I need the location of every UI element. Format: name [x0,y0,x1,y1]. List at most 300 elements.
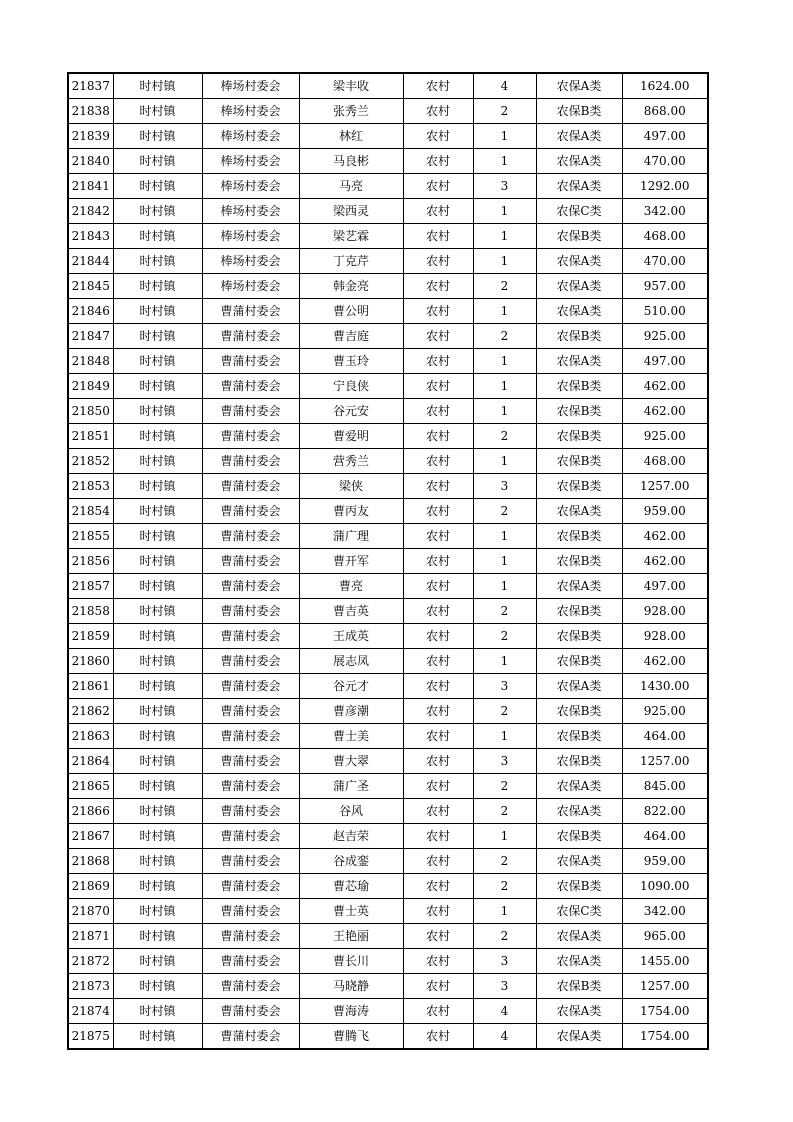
table-row [68,524,708,549]
name-cell: 曹海涛 [299,999,403,1024]
name-cell: 曹腾飞 [299,1024,403,1050]
town-cell: 时村镇 [113,824,202,849]
insurance-category-cell: 农保B类 [536,749,622,774]
table-row [68,774,708,799]
record-id-cell: 21840 [68,149,113,174]
town-cell: 时村镇 [113,899,202,924]
village-committee-cell: 曹蒲村委会 [202,799,299,824]
table-row [68,599,708,624]
insurance-category-cell: 农保A类 [536,73,622,99]
table-row [68,349,708,374]
table-row [68,174,708,199]
table-row [68,324,708,349]
town-cell: 时村镇 [113,149,202,174]
town-cell: 时村镇 [113,974,202,999]
table-row [68,99,708,124]
town-cell: 时村镇 [113,549,202,574]
household-size-cell: 2 [473,849,536,874]
town-cell: 时村镇 [113,249,202,274]
table-row [68,224,708,249]
area-type-cell: 农村 [403,324,473,349]
village-committee-cell: 棒场村委会 [202,73,299,99]
amount-cell: 464.00 [622,824,708,849]
table-row [68,199,708,224]
table-row [68,949,708,974]
area-type-cell: 农村 [403,549,473,574]
household-size-cell: 2 [473,274,536,299]
town-cell: 时村镇 [113,299,202,324]
town-cell: 时村镇 [113,174,202,199]
record-id-cell: 21874 [68,999,113,1024]
name-cell: 曹丙友 [299,499,403,524]
table-row [68,624,708,649]
record-id-cell: 21870 [68,899,113,924]
insurance-category-cell: 农保B类 [536,224,622,249]
name-cell: 展志凤 [299,649,403,674]
table-row [68,73,708,99]
record-id-cell: 21871 [68,924,113,949]
name-cell: 林红 [299,124,403,149]
area-type-cell: 农村 [403,849,473,874]
table-row [68,124,708,149]
household-size-cell: 1 [473,349,536,374]
record-id-cell: 21860 [68,649,113,674]
village-committee-cell: 曹蒲村委会 [202,774,299,799]
name-cell: 曹长川 [299,949,403,974]
area-type-cell: 农村 [403,724,473,749]
town-cell: 时村镇 [113,599,202,624]
household-size-cell: 2 [473,774,536,799]
village-committee-cell: 棒场村委会 [202,174,299,199]
household-size-cell: 1 [473,299,536,324]
amount-cell: 1430.00 [622,674,708,699]
insurance-category-cell: 农保A类 [536,349,622,374]
area-type-cell: 农村 [403,649,473,674]
town-cell: 时村镇 [113,699,202,724]
table-row [68,1024,708,1050]
area-type-cell: 农村 [403,499,473,524]
insurance-category-cell: 农保B类 [536,649,622,674]
town-cell: 时村镇 [113,399,202,424]
amount-cell: 925.00 [622,324,708,349]
town-cell: 时村镇 [113,1024,202,1050]
insurance-category-cell: 农保A类 [536,949,622,974]
household-size-cell: 1 [473,249,536,274]
household-size-cell: 1 [473,574,536,599]
amount-cell: 928.00 [622,599,708,624]
name-cell: 马良彬 [299,149,403,174]
table-body [68,73,708,1049]
household-size-cell: 2 [473,499,536,524]
household-size-cell: 1 [473,149,536,174]
name-cell: 曹大翠 [299,749,403,774]
village-committee-cell: 曹蒲村委会 [202,449,299,474]
record-id-cell: 21846 [68,299,113,324]
village-committee-cell: 曹蒲村委会 [202,899,299,924]
table-row [68,849,708,874]
household-size-cell: 1 [473,724,536,749]
insurance-category-cell: 农保A类 [536,499,622,524]
insurance-category-cell: 农保A类 [536,674,622,699]
table-row [68,999,708,1024]
area-type-cell: 农村 [403,574,473,599]
name-cell: 丁克芹 [299,249,403,274]
village-committee-cell: 曹蒲村委会 [202,374,299,399]
name-cell: 王艳丽 [299,924,403,949]
area-type-cell: 农村 [403,899,473,924]
household-size-cell: 1 [473,449,536,474]
amount-cell: 965.00 [622,924,708,949]
record-id-cell: 21868 [68,849,113,874]
name-cell: 宁良侠 [299,374,403,399]
record-id-cell: 21864 [68,749,113,774]
table-row [68,874,708,899]
area-type-cell: 农村 [403,224,473,249]
area-type-cell: 农村 [403,299,473,324]
name-cell: 曹吉英 [299,599,403,624]
name-cell: 曹亮 [299,574,403,599]
household-size-cell: 2 [473,324,536,349]
amount-cell: 868.00 [622,99,708,124]
insurance-category-cell: 农保B类 [536,974,622,999]
insurance-category-cell: 农保A类 [536,574,622,599]
household-size-cell: 3 [473,749,536,774]
amount-cell: 510.00 [622,299,708,324]
area-type-cell: 农村 [403,174,473,199]
insurance-category-cell: 农保A类 [536,849,622,874]
village-committee-cell: 曹蒲村委会 [202,924,299,949]
record-id-cell: 21867 [68,824,113,849]
area-type-cell: 农村 [403,349,473,374]
amount-cell: 470.00 [622,149,708,174]
insurance-category-cell: 农保B类 [536,99,622,124]
area-type-cell: 农村 [403,999,473,1024]
village-committee-cell: 曹蒲村委会 [202,574,299,599]
name-cell: 张秀兰 [299,99,403,124]
area-type-cell: 农村 [403,424,473,449]
amount-cell: 925.00 [622,699,708,724]
area-type-cell: 农村 [403,124,473,149]
record-id-cell: 21852 [68,449,113,474]
area-type-cell: 农村 [403,599,473,624]
name-cell: 曹士英 [299,899,403,924]
table-row [68,549,708,574]
amount-cell: 959.00 [622,849,708,874]
household-size-cell: 2 [473,624,536,649]
household-size-cell: 3 [473,974,536,999]
town-cell: 时村镇 [113,199,202,224]
household-size-cell: 2 [473,99,536,124]
town-cell: 时村镇 [113,674,202,699]
area-type-cell: 农村 [403,249,473,274]
town-cell: 时村镇 [113,324,202,349]
record-id-cell: 21855 [68,524,113,549]
household-size-cell: 1 [473,399,536,424]
village-committee-cell: 曹蒲村委会 [202,399,299,424]
table-row [68,249,708,274]
table-row [68,499,708,524]
town-cell: 时村镇 [113,474,202,499]
insurance-category-cell: 农保A类 [536,149,622,174]
record-id-cell: 21873 [68,974,113,999]
insurance-category-cell: 农保A类 [536,174,622,199]
village-committee-cell: 棒场村委会 [202,224,299,249]
village-committee-cell: 曹蒲村委会 [202,349,299,374]
insurance-category-cell: 农保B类 [536,599,622,624]
village-committee-cell: 曹蒲村委会 [202,474,299,499]
village-committee-cell: 曹蒲村委会 [202,624,299,649]
name-cell: 马亮 [299,174,403,199]
village-committee-cell: 曹蒲村委会 [202,849,299,874]
amount-cell: 497.00 [622,124,708,149]
area-type-cell: 农村 [403,799,473,824]
amount-cell: 1292.00 [622,174,708,199]
amount-cell: 822.00 [622,799,708,824]
town-cell: 时村镇 [113,924,202,949]
record-id-cell: 21872 [68,949,113,974]
town-cell: 时村镇 [113,449,202,474]
record-id-cell: 21851 [68,424,113,449]
amount-cell: 342.00 [622,899,708,924]
household-size-cell: 1 [473,524,536,549]
household-size-cell: 1 [473,649,536,674]
table-row [68,724,708,749]
amount-cell: 462.00 [622,399,708,424]
insurance-category-cell: 农保A类 [536,999,622,1024]
record-id-cell: 21853 [68,474,113,499]
insurance-category-cell: 农保B类 [536,624,622,649]
name-cell: 王成英 [299,624,403,649]
name-cell: 谷元才 [299,674,403,699]
record-id-cell: 21838 [68,99,113,124]
insurance-category-cell: 农保A类 [536,249,622,274]
amount-cell: 462.00 [622,649,708,674]
record-id-cell: 21842 [68,199,113,224]
insurance-category-cell: 农保B类 [536,399,622,424]
record-id-cell: 21847 [68,324,113,349]
insurance-category-cell: 农保A类 [536,299,622,324]
record-id-cell: 21841 [68,174,113,199]
household-size-cell: 4 [473,73,536,99]
amount-cell: 462.00 [622,374,708,399]
amount-cell: 1257.00 [622,474,708,499]
name-cell: 谷元安 [299,399,403,424]
amount-cell: 1257.00 [622,974,708,999]
insurance-category-cell: 农保A类 [536,274,622,299]
table-row [68,749,708,774]
insurance-category-cell: 农保A类 [536,1024,622,1050]
insurance-category-cell: 农保B类 [536,424,622,449]
village-committee-cell: 曹蒲村委会 [202,1024,299,1050]
household-size-cell: 2 [473,599,536,624]
town-cell: 时村镇 [113,499,202,524]
data-table [67,72,709,1050]
area-type-cell: 农村 [403,449,473,474]
household-size-cell: 3 [473,674,536,699]
town-cell: 时村镇 [113,624,202,649]
village-committee-cell: 棒场村委会 [202,249,299,274]
town-cell: 时村镇 [113,724,202,749]
record-id-cell: 21859 [68,624,113,649]
household-size-cell: 1 [473,899,536,924]
village-committee-cell: 曹蒲村委会 [202,699,299,724]
town-cell: 时村镇 [113,774,202,799]
insurance-category-cell: 农保C类 [536,199,622,224]
household-size-cell: 1 [473,374,536,399]
town-cell: 时村镇 [113,749,202,774]
name-cell: 谷风 [299,799,403,824]
table-row [68,474,708,499]
town-cell: 时村镇 [113,574,202,599]
table-row [68,824,708,849]
name-cell: 马晓静 [299,974,403,999]
insurance-category-cell: 农保B类 [536,374,622,399]
village-committee-cell: 曹蒲村委会 [202,649,299,674]
insurance-category-cell: 农保B类 [536,724,622,749]
insurance-category-cell: 农保C类 [536,899,622,924]
village-committee-cell: 曹蒲村委会 [202,299,299,324]
name-cell: 蒲广理 [299,524,403,549]
household-size-cell: 1 [473,824,536,849]
insurance-category-cell: 农保A类 [536,124,622,149]
village-committee-cell: 曹蒲村委会 [202,674,299,699]
amount-cell: 468.00 [622,449,708,474]
town-cell: 时村镇 [113,524,202,549]
area-type-cell: 农村 [403,824,473,849]
insurance-category-cell: 农保A类 [536,774,622,799]
table-row [68,274,708,299]
record-id-cell: 21866 [68,799,113,824]
village-committee-cell: 曹蒲村委会 [202,974,299,999]
table-row [68,374,708,399]
village-committee-cell: 曹蒲村委会 [202,749,299,774]
amount-cell: 464.00 [622,724,708,749]
record-id-cell: 21875 [68,1024,113,1050]
area-type-cell: 农村 [403,874,473,899]
insurance-category-cell: 农保B类 [536,324,622,349]
area-type-cell: 农村 [403,774,473,799]
household-size-cell: 4 [473,999,536,1024]
insurance-category-cell: 农保B类 [536,824,622,849]
household-size-cell: 3 [473,474,536,499]
record-id-cell: 21865 [68,774,113,799]
household-size-cell: 3 [473,174,536,199]
name-cell: 谷成銮 [299,849,403,874]
insurance-category-cell: 农保B类 [536,699,622,724]
town-cell: 时村镇 [113,949,202,974]
amount-cell: 1257.00 [622,749,708,774]
amount-cell: 1624.00 [622,73,708,99]
name-cell: 梁侠 [299,474,403,499]
amount-cell: 928.00 [622,624,708,649]
household-size-cell: 1 [473,199,536,224]
village-committee-cell: 棒场村委会 [202,199,299,224]
town-cell: 时村镇 [113,799,202,824]
area-type-cell: 农村 [403,624,473,649]
record-id-cell: 21857 [68,574,113,599]
village-committee-cell: 曹蒲村委会 [202,599,299,624]
village-committee-cell: 曹蒲村委会 [202,824,299,849]
insurance-category-cell: 农保B类 [536,449,622,474]
name-cell: 梁艺霖 [299,224,403,249]
table-row [68,649,708,674]
town-cell: 时村镇 [113,374,202,399]
village-committee-cell: 曹蒲村委会 [202,874,299,899]
record-id-cell: 21848 [68,349,113,374]
name-cell: 梁西灵 [299,199,403,224]
insurance-category-cell: 农保B类 [536,474,622,499]
household-size-cell: 1 [473,124,536,149]
area-type-cell: 农村 [403,699,473,724]
village-committee-cell: 曹蒲村委会 [202,549,299,574]
household-size-cell: 2 [473,424,536,449]
village-committee-cell: 曹蒲村委会 [202,424,299,449]
name-cell: 曹玉玲 [299,349,403,374]
record-id-cell: 21862 [68,699,113,724]
area-type-cell: 农村 [403,374,473,399]
household-size-cell: 2 [473,799,536,824]
area-type-cell: 农村 [403,924,473,949]
record-id-cell: 21850 [68,399,113,424]
amount-cell: 342.00 [622,199,708,224]
record-id-cell: 21849 [68,374,113,399]
table-row [68,424,708,449]
town-cell: 时村镇 [113,874,202,899]
area-type-cell: 农村 [403,974,473,999]
name-cell: 曹士美 [299,724,403,749]
area-type-cell: 农村 [403,399,473,424]
table-row [68,799,708,824]
name-cell: 蒲广圣 [299,774,403,799]
record-id-cell: 21856 [68,549,113,574]
insurance-category-cell: 农保B类 [536,549,622,574]
village-committee-cell: 曹蒲村委会 [202,524,299,549]
amount-cell: 959.00 [622,499,708,524]
household-size-cell: 2 [473,924,536,949]
amount-cell: 462.00 [622,524,708,549]
village-committee-cell: 曹蒲村委会 [202,999,299,1024]
village-committee-cell: 曹蒲村委会 [202,949,299,974]
amount-cell: 497.00 [622,574,708,599]
amount-cell: 957.00 [622,274,708,299]
area-type-cell: 农村 [403,524,473,549]
household-size-cell: 1 [473,224,536,249]
village-committee-cell: 棒场村委会 [202,99,299,124]
household-size-cell: 3 [473,949,536,974]
area-type-cell: 农村 [403,1024,473,1050]
village-committee-cell: 棒场村委会 [202,149,299,174]
area-type-cell: 农村 [403,149,473,174]
name-cell: 营秀兰 [299,449,403,474]
record-id-cell: 21845 [68,274,113,299]
name-cell: 赵吉荣 [299,824,403,849]
village-committee-cell: 曹蒲村委会 [202,499,299,524]
record-id-cell: 21869 [68,874,113,899]
amount-cell: 468.00 [622,224,708,249]
amount-cell: 497.00 [622,349,708,374]
area-type-cell: 农村 [403,474,473,499]
record-id-cell: 21854 [68,499,113,524]
village-committee-cell: 棒场村委会 [202,274,299,299]
table-row [68,674,708,699]
insurance-category-cell: 农保A类 [536,799,622,824]
town-cell: 时村镇 [113,649,202,674]
area-type-cell: 农村 [403,73,473,99]
table-row [68,449,708,474]
town-cell: 时村镇 [113,224,202,249]
record-id-cell: 21837 [68,73,113,99]
record-id-cell: 21861 [68,674,113,699]
